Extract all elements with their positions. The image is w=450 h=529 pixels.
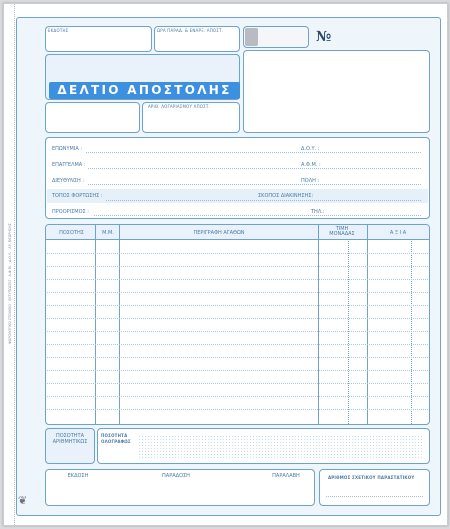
- form-sheet: [3, 3, 448, 526]
- field-address: ΔΙΕΥΘΥΝΣΗ :: [52, 178, 85, 184]
- quantity-text-box[interactable]: [97, 428, 430, 464]
- table-row[interactable]: [47, 409, 428, 410]
- account-number-box[interactable]: [142, 102, 240, 133]
- col-description: ΠΕΡΙΓΡΑΦΗ ΑΓΑΘΩΝ: [193, 230, 245, 236]
- field-transport-purpose: ΣΚΟΠΟΣ ΔΙΑΚΙΝΗΣΗΣ:: [258, 193, 314, 199]
- table-row[interactable]: [47, 266, 428, 267]
- customer-details-box: [45, 137, 430, 219]
- account-number-label: ΑΡΙΘ. ΛΟΓΑΡΙΑΣΜΟΥ ΑΠΟΣΤ.: [148, 104, 210, 109]
- table-row[interactable]: [47, 370, 428, 371]
- field-line[interactable]: [88, 184, 421, 185]
- stamp-area[interactable]: [243, 50, 430, 133]
- col-divider: [95, 225, 96, 424]
- table-row[interactable]: [47, 305, 428, 306]
- signature-box: [45, 469, 315, 506]
- quantity-text-label: ΠΟΣΟΤΗΤΑ ΟΛΟΓΡΑΦΩΣ: [101, 433, 131, 444]
- related-document-line: [326, 496, 423, 497]
- col-divider: [367, 225, 368, 424]
- receipt-signature[interactable]: ΠΑΡΑΛΑΒΗ: [272, 473, 300, 479]
- table-row[interactable]: [47, 318, 428, 319]
- col-unit: Μ.Μ.: [102, 230, 114, 236]
- table-row[interactable]: [47, 383, 428, 384]
- field-line[interactable]: [94, 215, 421, 216]
- document-title: ΔΕΛΤΙΟ ΑΠΟΣΤΟΛΗΣ: [49, 82, 240, 99]
- col-quantity: ΠΟΣΟΤΗΣ: [59, 230, 84, 236]
- issuer-signature[interactable]: ΕΚΔΟΣΗ: [67, 473, 89, 479]
- field-line[interactable]: [106, 200, 421, 201]
- table-row[interactable]: [47, 253, 428, 254]
- items-table: [45, 224, 430, 425]
- issuer-box[interactable]: [45, 26, 152, 52]
- publisher-logo-icon: ❦: [18, 494, 28, 507]
- serial-tab: [245, 28, 258, 46]
- field-phone: ΤΗΛ.:: [311, 209, 325, 215]
- issuer-box-label: ΕΚΔΟΤΗΣ: [48, 28, 69, 33]
- header-blank-box[interactable]: [45, 102, 140, 133]
- field-tax-office: Δ.Ο.Υ. :: [301, 146, 320, 152]
- number-label: №: [316, 29, 332, 45]
- field-destination: ΠΡΟΟΡΙΣΜΟΣ :: [52, 209, 89, 215]
- related-document-box[interactable]: [319, 469, 430, 506]
- serial-box: [243, 26, 309, 48]
- form-frame: [16, 17, 441, 516]
- table-row[interactable]: [47, 344, 428, 345]
- quantity-numeric-box[interactable]: [45, 428, 95, 464]
- field-city: ΠΟΛΗ :: [301, 178, 320, 184]
- table-row[interactable]: [47, 279, 428, 280]
- field-vat-number: Α.Φ.Μ. :: [301, 162, 321, 168]
- quantity-text-pattern: [138, 435, 423, 459]
- title-panel: [45, 54, 240, 100]
- field-name: ΕΠΩΝΥΜΙΑ :: [52, 146, 83, 152]
- quantity-numeric-label: ΠΟΣΟΤΗΤΑ ΑΡΙΘΜΗΤΙΚΩΣ: [52, 433, 88, 445]
- field-loading-place: ΤΟΠΟΣ ΦΟΡΤΩΣΗΣ :: [52, 193, 103, 199]
- side-print-text: ΦΟΡΟΛΟΓΙΚΟ ΣΤΟΙΧΕΙΟ · ΕΚΤΥΠΩΣΕΙΣ · Α.Φ.Μ. · Δ.Ο.Υ. · ΑΡ. ΘΕΩΡΗΣΗΣ: [8, 223, 12, 344]
- col-divider: [318, 225, 319, 424]
- col-unit-price: ΤΙΜΗ ΜΟΝΑΔΑΣ: [329, 226, 355, 237]
- related-document-label: ΑΡΙΘΜΟΣ ΣΧΕΤΙΚΟΥ ΠΑΡΑΣΤΑΤΙΚΟΥ: [328, 475, 415, 480]
- table-row[interactable]: [47, 396, 428, 397]
- field-profession: ΕΠΑΓΓΕΛΜΑ :: [52, 162, 86, 168]
- delivery-signature[interactable]: ΠΑΡΑΔΟΣΗ: [162, 473, 190, 479]
- dispatch-time-box[interactable]: [154, 26, 240, 52]
- col-value: Α Ξ Ι Α: [389, 230, 407, 236]
- col-divider: [119, 225, 120, 424]
- field-line[interactable]: [88, 168, 421, 169]
- field-line[interactable]: [86, 152, 421, 153]
- dispatch-time-label: ΩΡΑ ΠΑΡΑΔ. & ΕΝΑΡΞ. ΑΠΟΣΤ.: [157, 28, 224, 33]
- table-row[interactable]: [47, 331, 428, 332]
- table-row[interactable]: [47, 357, 428, 358]
- table-row[interactable]: [47, 292, 428, 293]
